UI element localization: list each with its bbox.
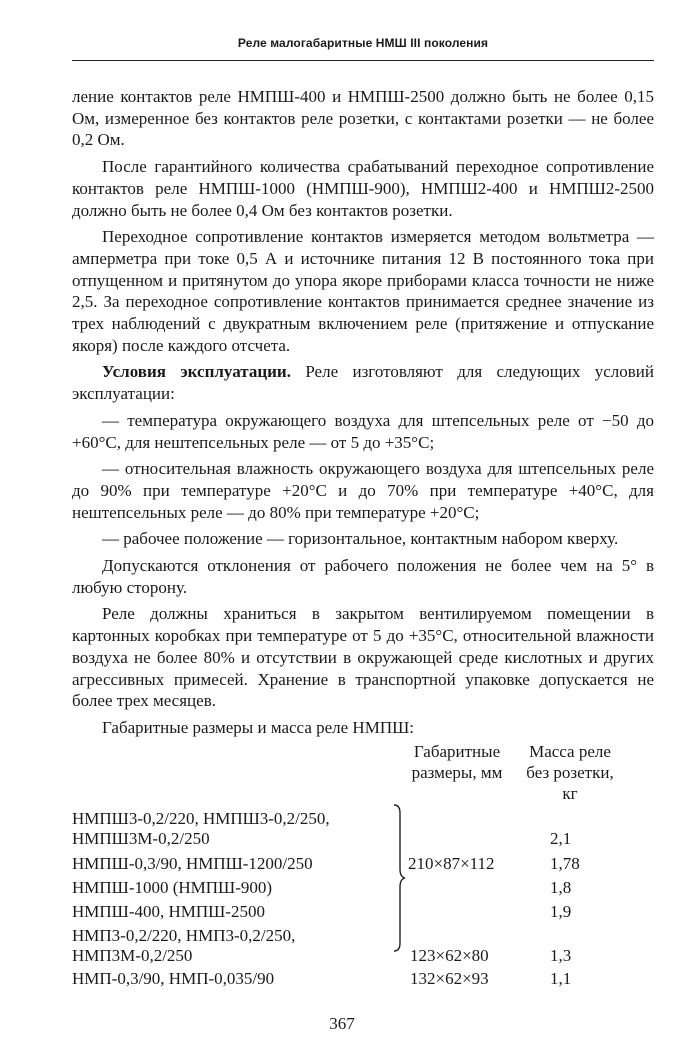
table-row-mass: 1,9 (550, 902, 572, 921)
bullet-item: — температура окружающего воздуха для штепсельных реле от −50 до +60°С, для нештепсельных реле — от 5 до +35°С; (72, 410, 654, 452)
paragraph (72, 361, 654, 404)
table-row-mass: 1,78 (550, 854, 580, 873)
grouping-brace (392, 803, 406, 953)
paragraph: Допускаются отклонения от рабочего положения не более чем на 5° в любую сторону. (72, 556, 654, 597)
table-row-dims: 123×62×80 (410, 946, 489, 965)
header-rule (72, 60, 654, 61)
paragraph: ление контактов реле НМПШ-400 и НМПШ-2500 должно быть не более 0,15 Ом, измеренное без контактов реле розетки, с контактами розетки — не более 0,2 Ом. (72, 87, 654, 150)
table-row-name: НМПШ-0,3/90, НМПШ-1200/250 (72, 854, 313, 873)
table-row-name: НМПШ3-0,2/220, НМПШ3-0,2/250, (72, 809, 330, 828)
column-header-dimensions: Габаритные размеры, мм (411, 742, 503, 782)
table-row-name: НМПШ-1000 (НМПШ-900) (72, 878, 273, 897)
paragraph: Габаритные размеры и масса реле НМПШ: (102, 717, 414, 737)
group-dimensions: 210×87×112 (408, 854, 495, 873)
column-header-mass: Масса реле без розетки, кг (526, 742, 614, 803)
paragraph: Переходное сопротивление контактов измеряется методом вольтметра — амперметра при токе 0,5 А и источнике питания 12 В постоянного тока при отпущенном и притянутом до упора якоре приборами класса точности не ниже 2,5. За переходное сопротивление контактов принимается среднее значение из трех наблюдений с двукратным включением реле (притяжение и отпускание якоря) после каждого отсчета. (72, 227, 654, 355)
running-header: Реле малогабаритные НМШ III поколения (237, 36, 489, 50)
table-row-name: НМПШ-400, НМПШ-2500 (72, 902, 265, 921)
page-number: 367 (329, 1014, 355, 1033)
table-row-name: НМП-0,3/90, НМП-0,035/90 (72, 969, 275, 988)
table-row-mass: 2,1 (550, 829, 572, 848)
bullet-item: — относительная влажность окружающего воздуха для штепсельных реле до 90% при температуре +20°С и до 70% при температуре +40°С, для нештепсельных реле — до 80% при температуре +20°С; (72, 459, 654, 522)
table-row-mass: 1,1 (550, 969, 572, 988)
body-text (72, 86, 654, 744)
table-row-name: НМПШ3М-0,2/250 (72, 829, 210, 848)
paragraph: После гарантийного количества срабатываний переходное сопротивление контактов реле НМПШ-1000 (НМПШ-900), НМПШ2-400 и НМПШ2-2500 должно быть не более 0,4 Ом без контактов розетки. (72, 157, 654, 220)
table-row-name: НМП3М-0,2/250 (72, 946, 193, 965)
table-row-mass: 1,8 (550, 878, 572, 897)
bullet-item: — рабочее положение — горизонтальное, контактным набором кверху. (102, 529, 619, 549)
section-heading: Условия эксплуатации. (102, 362, 291, 382)
table-row-name: НМП3-0,2/220, НМП3-0,2/250, (72, 926, 296, 945)
paragraph-text: Реле изготовляют для следующих условий эксплуатации: (72, 362, 655, 404)
table-row-dims: 132×62×93 (410, 969, 489, 988)
table-row-mass: 1,3 (550, 946, 572, 965)
paragraph: Реле должны храниться в закрытом вентилируемом помещении в картонных коробках при температуре от 5 до +35°С, относительной влажности воздуха не более 80% и отсутствии в окружающей среде кислотных и других агрессивных примесей. Хранение в транспортной упаковке допускается не более трех месяцев. (72, 604, 654, 711)
